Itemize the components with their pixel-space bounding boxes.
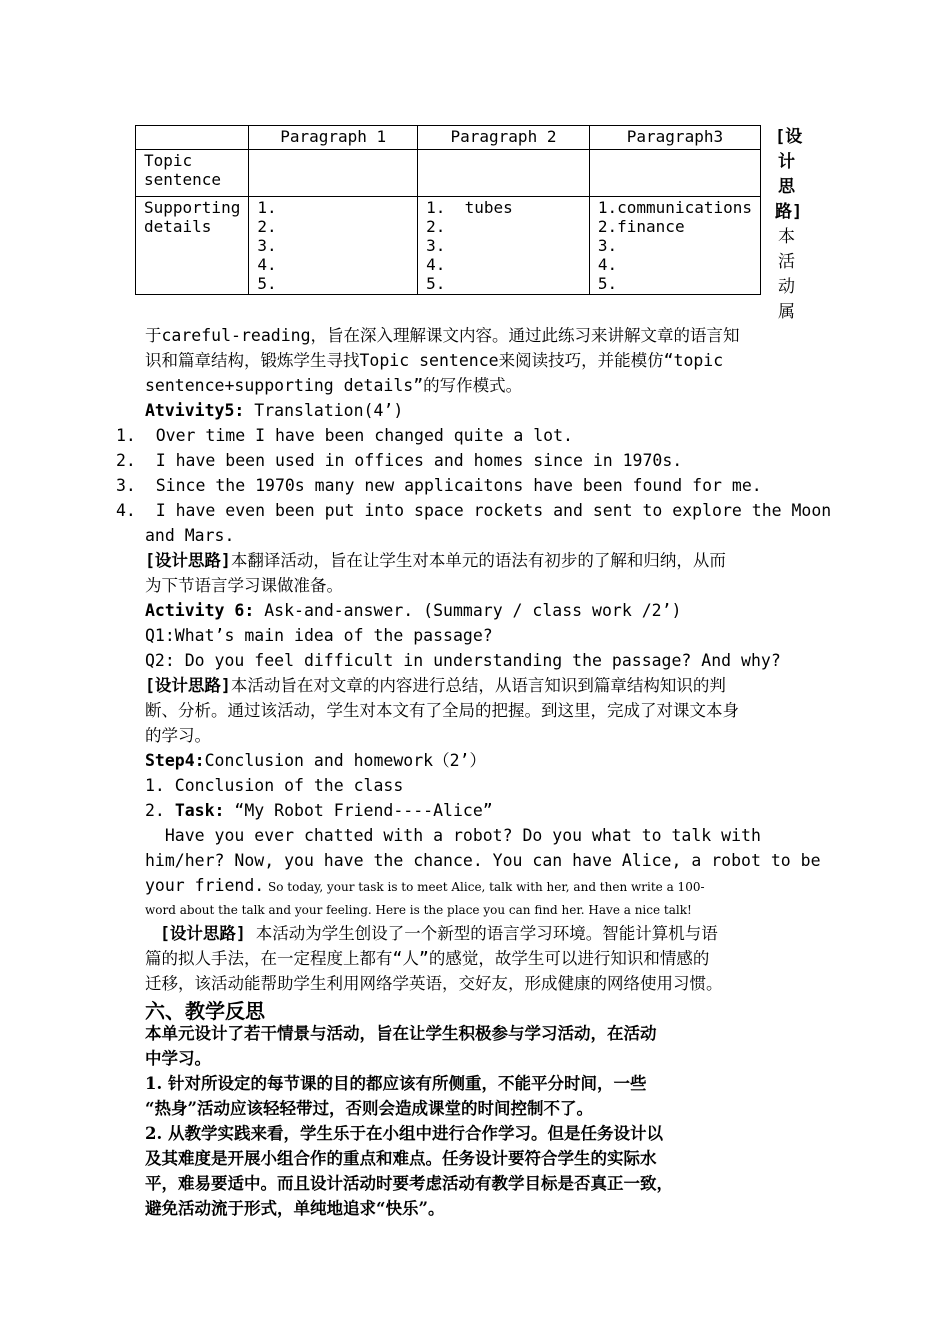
side-char: 路]: [775, 202, 803, 222]
detail-item: 2.finance: [597, 217, 685, 236]
label-line: details: [144, 217, 212, 236]
task-label: Task:: [174, 801, 225, 820]
design-note-text: 本活动旨在对文章的内容进行总结，从语言知识到篇章结构知识的判: [230, 676, 726, 695]
activity-5-text: Translation(4’): [244, 401, 404, 420]
step-4-heading: [145, 748, 486, 773]
task-text: “My Robot Friend----Alice”: [224, 801, 493, 820]
detail-item: 2.: [257, 217, 277, 236]
supporting-details-label: [136, 197, 249, 295]
reflection-line: 及其难度是开展小组合作的重点和难点。任务设计要符合学生的实际水: [145, 1149, 657, 1168]
detail-item: 5.: [597, 274, 618, 293]
task-prefix: 2.: [145, 801, 175, 820]
section-heading: 六、教学反思: [145, 999, 265, 1023]
table-header-paragraph-2: Paragraph 2: [418, 126, 590, 150]
step-4-text: Conclusion and homework（2’）: [204, 751, 486, 770]
design-note-2-line2: 为下节语言学习课做准备。: [145, 576, 343, 595]
label-line: sentence: [144, 170, 222, 189]
design-note-text: 本活动为学生创设了一个新型的语言学习环境。智能计算机与语: [245, 924, 718, 943]
details-cell-2: [418, 197, 590, 295]
design-note-label: [设计思路]: [160, 924, 246, 943]
reflection-line: 平，难易要适中。而且设计活动时要考虑活动有教学目标是否真正一致，: [145, 1174, 673, 1193]
reflection-line: 本单元设计了若干情景与活动，旨在让学生积极参与学习活动，在活动: [145, 1024, 657, 1043]
design-note-4-line3: 迁移，该活动能帮助学生利用网络学英语，交好友，形成健康的网络使用习惯。: [145, 974, 723, 993]
step-4-label: Step4:: [145, 751, 205, 770]
detail-item: 4.: [257, 255, 277, 274]
translation-item: 4. I have even been put into space rockets and sent to explore the Moon: [116, 501, 832, 520]
task-body-line: [145, 873, 705, 900]
table-header-paragraph-1: Paragraph 1: [249, 126, 418, 150]
side-design-note: [775, 125, 805, 325]
side-char: [设: [775, 127, 803, 147]
conclusion-item: 1. Conclusion of the class: [145, 776, 404, 795]
activity-5-label: Atvivity5:: [145, 401, 245, 420]
reflection-line: 2. 从教学实践来看，学生乐于在小组中进行合作学习。但是任务设计以: [145, 1124, 663, 1143]
activity-6-label: Activity 6:: [145, 601, 255, 620]
translation-item: 3. Since the 1970s many new applicaitons have been found for me.: [116, 476, 762, 495]
task-body-small: So today, your task is to meet Alice, talk with her, and then write a 100-: [264, 880, 705, 894]
detail-item: 4.: [426, 255, 446, 274]
design-note-3-line3: 的学习。: [145, 726, 211, 745]
detail-item: 1.communications: [597, 198, 752, 217]
detail-item: 3.: [426, 236, 446, 255]
design-note-text: 本翻译活动，旨在让学生对本单元的语法有初步的了解和归纳，从而: [230, 551, 726, 570]
question-1: Q1:What’s main idea of the passage?: [145, 626, 493, 645]
label-line: Supporting: [144, 198, 241, 217]
task-body-small-line: word about the talk and your feeling. Here is the place you can find her. Have a nice talk!: [145, 903, 692, 917]
table-header-paragraph-3: Paragraph3: [589, 126, 760, 150]
design-note-2-line1: [145, 548, 726, 573]
design-note-1-line: 于careful-reading，旨在深入理解课文内容。通过此练习来讲解文章的语言知: [145, 326, 740, 345]
details-cell-3: [589, 197, 760, 295]
reflection-line: 避免活动流于形式，单纯地追求“快乐”。: [145, 1199, 445, 1218]
side-char: 活: [778, 252, 795, 272]
design-note-1-line: sentence+supporting details”的写作模式。: [145, 376, 523, 395]
design-note-1-line: 识和篇章结构，锻炼学生寻找Topic sentence来阅读技巧，并能模仿“topic: [145, 351, 724, 370]
design-note-label: [设计思路]: [145, 551, 231, 570]
topic-cell-1: [249, 150, 418, 197]
side-char: 动: [778, 277, 795, 297]
detail-item: 4.: [597, 255, 618, 274]
task-body-line: Have you ever chatted with a robot? Do you what to talk with: [145, 826, 761, 845]
task-body-text: your friend.: [145, 876, 265, 895]
translation-item-cont: and Mars.: [145, 526, 235, 545]
question-2: Q2: Do you feel difficult in understanding the passage? And why?: [145, 651, 781, 670]
design-note-3-line2: 断、分析。通过该活动，学生对本文有了全局的把握。到这里，完成了对课文本身: [145, 701, 739, 720]
activity-6-heading: [145, 598, 681, 623]
table-header-empty: [136, 126, 249, 150]
translation-item: 1. Over time I have been changed quite a lot.: [116, 426, 573, 445]
activity-5-heading: [145, 398, 403, 423]
side-char: 计: [778, 152, 795, 172]
topic-cell-2: [418, 150, 590, 197]
detail-item: 3.: [257, 236, 277, 255]
activity-6-text: Ask-and-answer. (Summary / class work /2’): [254, 601, 682, 620]
detail-item: 3.: [597, 236, 618, 255]
task-body-line: him/her? Now, you have the chance. You can have Alice, a robot to be: [145, 851, 821, 870]
design-note-3-line1: [145, 673, 726, 698]
reflection-line: “热身”活动应该轻轻带过，否则会造成课堂的时间控制不了。: [145, 1099, 593, 1118]
detail-item: 1. tubes: [426, 198, 513, 217]
side-char: 本: [778, 227, 795, 247]
design-note-label: [设计思路]: [145, 676, 231, 695]
paragraph-table: [135, 125, 761, 295]
details-cell-1: [249, 197, 418, 295]
reflection-line: 中学习。: [145, 1049, 211, 1068]
topic-cell-3: [589, 150, 760, 197]
detail-item: 5.: [426, 274, 446, 293]
reflection-line: 1. 针对所设定的每节课的目的都应该有所侧重，不能平分时间，一些: [145, 1074, 647, 1093]
detail-item: 5.: [257, 274, 277, 293]
topic-sentence-label: [136, 150, 249, 197]
design-note-4-line1: [160, 921, 718, 946]
side-char: 思: [778, 177, 795, 197]
translation-item: 2. I have been used in offices and homes since in 1970s.: [116, 451, 683, 470]
detail-item: 1.: [257, 198, 277, 217]
detail-item: 2.: [426, 217, 446, 236]
design-note-4-line2: 篇的拟人手法，在一定程度上都有“人”的感觉，故学生可以进行知识和情感的: [145, 949, 710, 968]
label-line: Topic: [144, 151, 193, 170]
task-heading: [145, 798, 493, 823]
side-char: 属: [778, 302, 795, 322]
